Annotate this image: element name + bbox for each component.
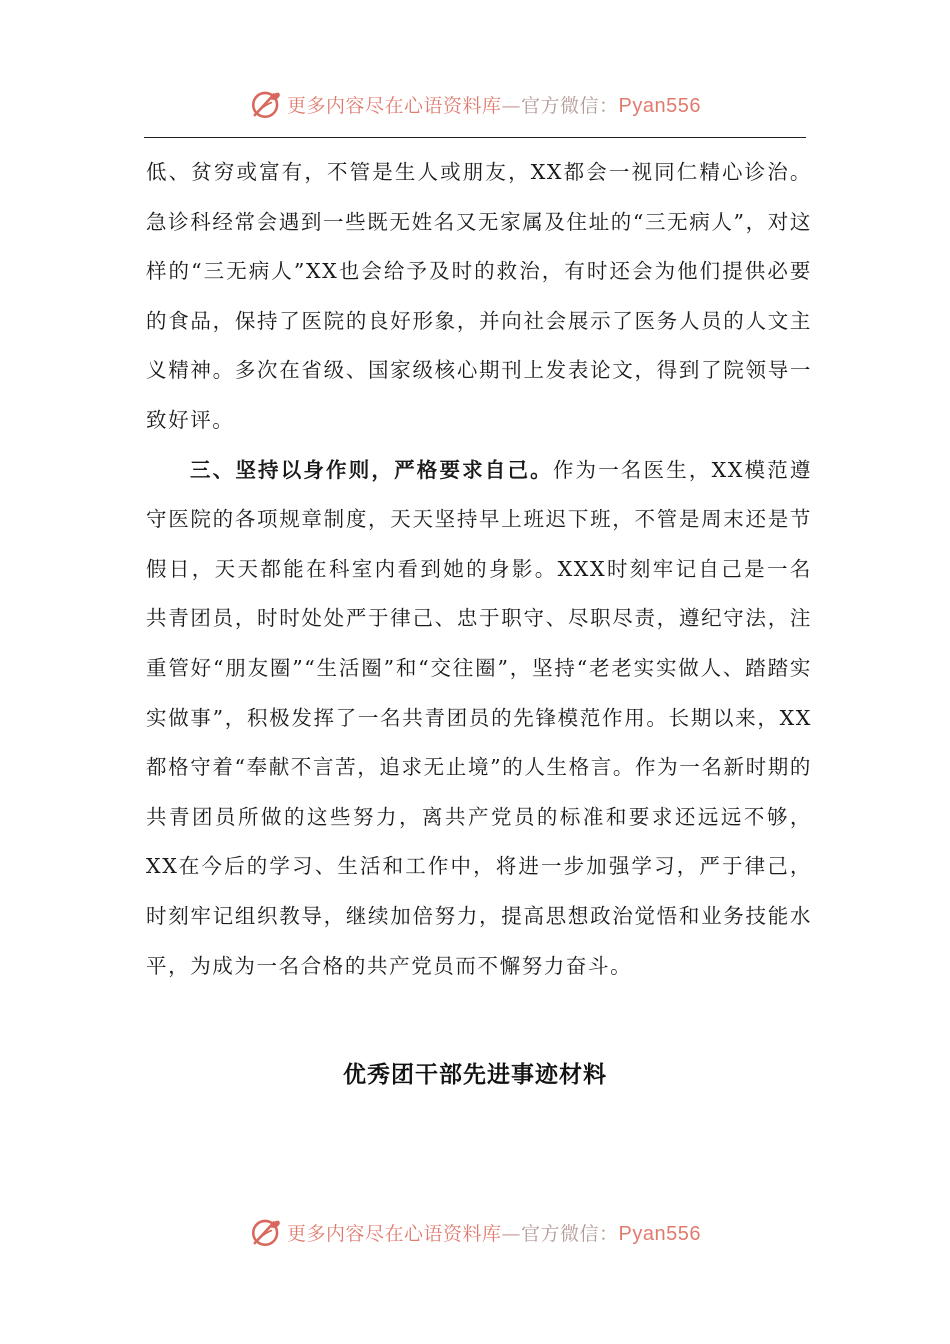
watermark-text: [287, 1219, 701, 1246]
document-body: [146, 148, 812, 991]
watermark-id: Pyan556: [618, 94, 701, 117]
footer-watermark: [0, 1212, 950, 1252]
header-rule: [144, 137, 806, 138]
watermark-id: Pyan556: [618, 1222, 701, 1245]
watermark-middle: 官方微信：: [521, 1222, 619, 1245]
paragraph-section-three: [146, 446, 812, 992]
quill-logo-icon: [249, 87, 283, 121]
quill-logo-icon: [249, 1215, 283, 1249]
header-watermark: [0, 84, 950, 124]
watermark-dash: —: [501, 94, 522, 117]
watermark-middle: 官方微信：: [521, 94, 619, 117]
section-three-text: 作为一名医生，XX模范遵守医院的各项规章制度，天天坚持早上班迟下班，不管是周末还是节假日，天天都能在科室内看到她的身影。XXX时刻牢记自己是一名共青团员，时时处处严于律己、忠于职守、尽职尽责，遵纪守法，注重管好“朋友圈”“生活圈”和“交往圈”，坚持“老老实实做人、踏踏实实做事”，积极发挥了一名共青团员的先锋模范作用。长期以来，XX都格守着“奉献不言苦，追求无止境”的人生格言。作为一名新时期的共青团员所做的这些努力，离共产党员的标准和要求还远远不够，XX在今后的学习、生活和工作中，将进一步加强学习，严于律己，时刻牢记组织教导，继续加倍努力，提高思想政治觉悟和业务技能水平，为成为一名合格的共产党员而不懈努力奋斗。: [146, 457, 813, 978]
watermark-prefix: 更多内容尽在心语资料库: [287, 1222, 502, 1245]
paragraph-continued: 低、贫穷或富有，不管是生人或朋友，XX都会一视同仁精心诊治。急诊科经常会遇到一些既无姓名又无家属及住址的“三无病人”，对这样的“三无病人”XX也会给予及时的救治，有时还会为他们提供必要的食品，保持了医院的良好形象，并向社会展示了医务人员的人文主义精神。多次在省级、国家级核心期刊上发表论文，得到了院领导一致好评。: [146, 160, 812, 432]
section-heading-bold: 三、坚持以身作则，严格要求自己。: [190, 457, 553, 482]
watermark-prefix: 更多内容尽在心语资料库: [287, 94, 502, 117]
watermark-text: [287, 91, 701, 118]
watermark-dash: —: [501, 1222, 522, 1245]
next-document-title: 优秀团干部先进事迹材料: [343, 1062, 607, 1088]
